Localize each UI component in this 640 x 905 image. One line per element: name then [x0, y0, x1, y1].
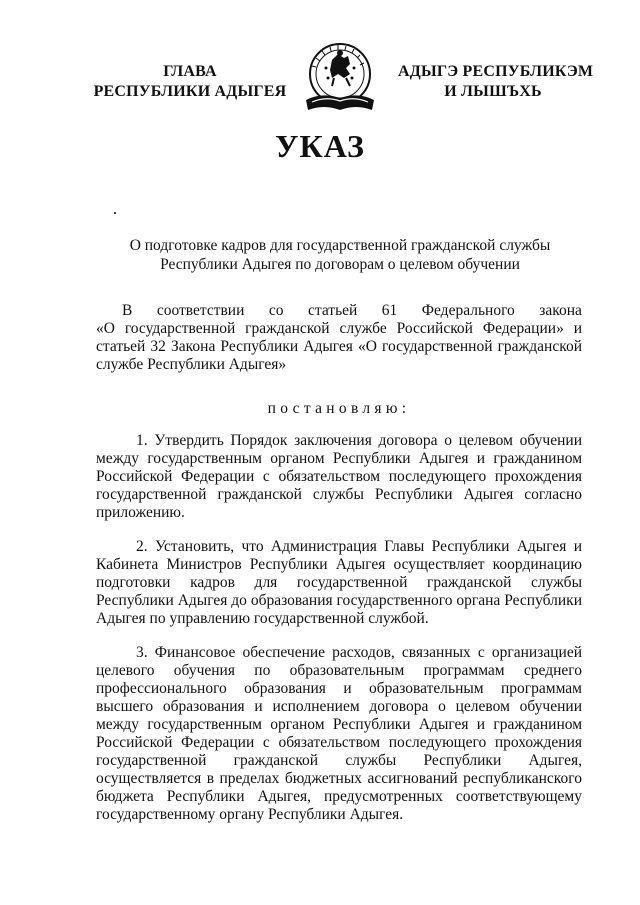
intro-word: соответствии — [156, 302, 245, 319]
header-right-title — [398, 62, 594, 102]
intro-word: В — [122, 302, 133, 319]
intro-word: со — [268, 302, 284, 319]
document-header — [0, 38, 640, 118]
intro-rest: «О государственной гражданской службе Российской Федерации» и статьей 32 Закона Республики Адыгея «О государственной гражданской службе Республики Адыгея» — [96, 320, 582, 373]
clause-3: 3. Финансовое обеспечение расходов, связанных с организацией целевого обучения по образовательным программам среднего профессионального образования и образовательным программам высшего образования и исполнением договора о целевом обучении между государственным органом Республики Адыгея и гражданином Российской Федерации с обязательством последующего прохождения государственной гражданской службы Республики Адыгея, осуществляется в пределах бюджетных ассигнований республиканского бюджета Республики Адыгея, предусмотренных соответствующему государственному органу Республики Адыгея. — [96, 644, 582, 823]
header-right-line: АДЫГЭ РЕСПУБЛИКЭМ — [398, 63, 594, 80]
subject-line: О подготовке кадров для государственной гражданской службы — [129, 237, 551, 254]
intro-word: статьей — [307, 302, 358, 319]
subject-line: Республики Адыгея по договорам о целевом обучении — [160, 256, 520, 273]
intro-first-line — [96, 302, 582, 320]
document-title: УКАЗ — [275, 128, 365, 164]
clause-2: 2. Установить, что Администрация Главы Республики Адыгея и Кабинета Министров Республики Адыгея осуществляет координацию подготовки кадров для государственной гражданской службы Республики Адыгея до образования государственного органа Республики Адыгея по управлению государственной службой. — [96, 538, 582, 627]
header-left-line: РЕСПУБЛИКИ АДЫГЕЯ — [93, 83, 287, 100]
coat-of-arms-emblem-icon — [292, 38, 388, 118]
intro-word: Федерального — [421, 302, 515, 319]
intro-word: закона — [539, 302, 582, 319]
stray-mark — [114, 212, 116, 214]
intro-paragraph — [96, 302, 582, 374]
decree-word: постановляю: — [267, 400, 411, 417]
document-subject — [100, 236, 580, 274]
header-left-line: ГЛАВА — [163, 63, 217, 80]
clause-1: 1. Утвердить Порядок заключения договора о целевом обучении между государственным органом Республики Адыгея и гражданином Российской Федерации с обязательством последующего прохождения государственной гражданской службы Республики Адыгея согласно приложению. — [96, 432, 582, 521]
intro-word: 61 — [381, 302, 398, 319]
header-right-line: И ЛЫШЪХЬ — [444, 83, 542, 100]
header-left-title — [90, 62, 290, 102]
